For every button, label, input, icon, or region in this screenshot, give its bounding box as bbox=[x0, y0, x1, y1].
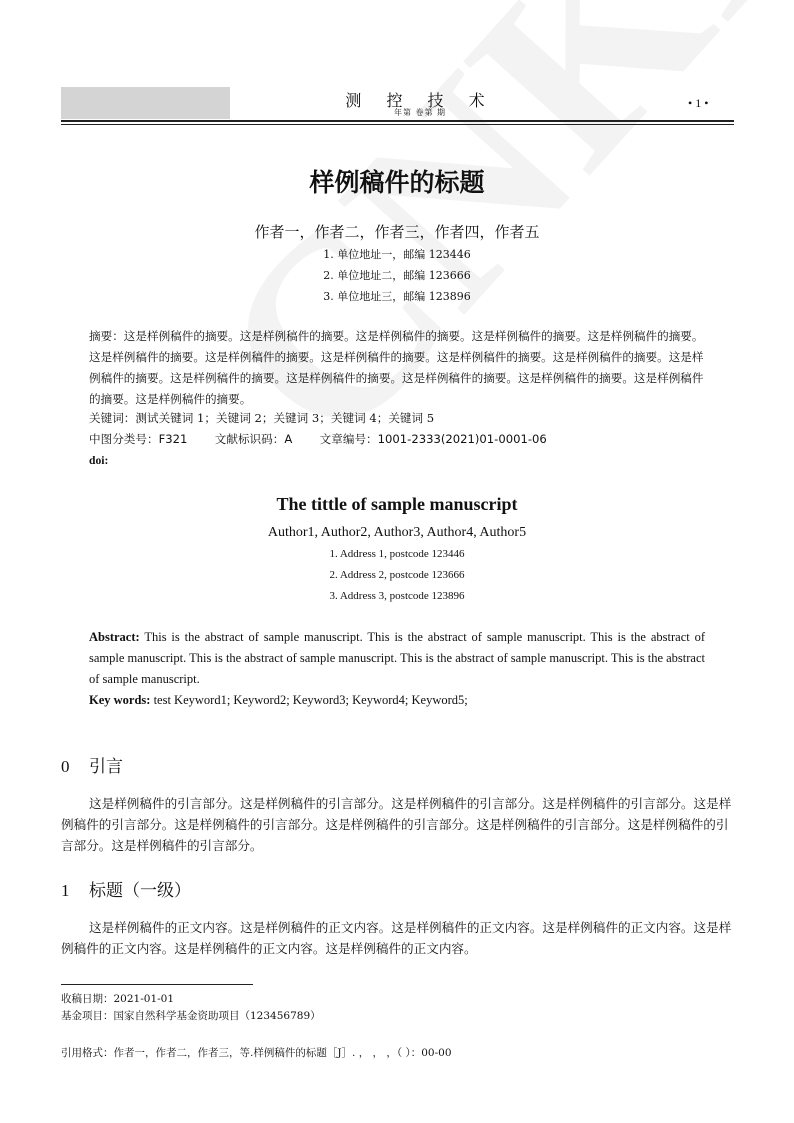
address-cn-1: 1. 单位地址一，邮编 123446 bbox=[323, 248, 471, 261]
title-cn: 样例稿件的标题 bbox=[309, 168, 485, 197]
doi-label: doi: bbox=[89, 454, 109, 467]
footnote-citation: 引用格式：作者一，作者二，作者三，等.样例稿件的标题［J］. ， ， ，（ ）：00-00 bbox=[61, 1047, 452, 1059]
keywords-cn bbox=[89, 408, 705, 429]
journal-name: 测 控 技 术 bbox=[345, 91, 495, 110]
footnote-rule bbox=[61, 984, 253, 985]
abstract-cn-label: 摘要： bbox=[89, 329, 124, 343]
header-rule-thin bbox=[61, 124, 734, 125]
section-number: 0 bbox=[61, 757, 70, 776]
page-number: • 1 • bbox=[688, 96, 709, 110]
keywords-en-text: test Keyword1; Keyword2; Keyword3; Keyword4; Keyword5; bbox=[150, 693, 468, 707]
section-heading-1 bbox=[61, 876, 191, 901]
clc-value: F321 bbox=[158, 432, 188, 446]
footnote-fund: 基金项目：国家自然科学基金资助项目（123456789） bbox=[61, 1010, 321, 1022]
clc-label: 中图分类号： bbox=[89, 432, 159, 446]
address-en-1: 1. Address 1, postcode 123446 bbox=[329, 548, 465, 560]
title-en: The tittle of sample manuscript bbox=[276, 494, 518, 514]
footnote-received: 收稿日期：2021-01-01 bbox=[61, 993, 175, 1005]
abstract-en bbox=[89, 627, 705, 690]
address-cn-3: 3. 单位地址三，邮编 123896 bbox=[323, 290, 471, 303]
address-en-3: 3. Address 3, postcode 123896 bbox=[329, 590, 465, 602]
keywords-en bbox=[89, 690, 705, 711]
section-title: 标题（一级） bbox=[89, 881, 191, 901]
article-number-label: 文章编号： bbox=[319, 432, 378, 446]
keywords-en-label: Key words: bbox=[89, 693, 151, 707]
authors-en: Author1, Author2, Author3, Author4, Author5 bbox=[267, 525, 527, 540]
doc-code-value: A bbox=[284, 432, 293, 446]
header-gray-block bbox=[61, 87, 230, 119]
address-cn-2: 2. 单位地址二，邮编 123666 bbox=[323, 269, 471, 282]
abstract-en-text: This is the abstract of sample manuscript. This is the abstract of sample manuscript. This is the abstract of sample manuscript. This is the abstract of sample manuscript. This is the abstract of sample manuscript. This is the abstract of sample manuscript. bbox=[89, 630, 705, 686]
section-title: 引言 bbox=[89, 757, 123, 777]
classification-line bbox=[89, 429, 705, 450]
address-en-2: 2. Address 2, postcode 123666 bbox=[329, 569, 465, 581]
keywords-cn-label: 关键词： bbox=[89, 411, 136, 425]
issue-line: 年第 卷第 期 bbox=[393, 108, 447, 117]
authors-cn: 作者一，作者二，作者三，作者四，作者五 bbox=[254, 223, 540, 241]
article-number-value: 1001-2333(2021)01-0001-06 bbox=[377, 432, 547, 446]
doc-code-label: 文献标识码： bbox=[214, 432, 285, 446]
section-body-1: 这是样例稿件的正文内容。这是样例稿件的正文内容。这是样例稿件的正文内容。这是样例稿件的正文内容。这是样例稿件的正文内容。这是样例稿件的正文内容。这是样例稿件的正文内容。 bbox=[61, 920, 732, 956]
keywords-cn-text: 测试关键词 1；关键词 2；关键词 3；关键词 4；关键词 5 bbox=[135, 411, 435, 425]
abstract-cn-text: 这是样例稿件的摘要。这是样例稿件的摘要。这是样例稿件的摘要。这是样例稿件的摘要。这是样例稿件的摘要。这是样例稿件的摘要。这是样例稿件的摘要。这是样例稿件的摘要。这是样例稿件的摘要。这是样例稿件的摘要。这是样例稿件的摘要。这是样例稿件的摘要。这是样例稿件的摘要。这是样例稿件的摘要。这是样例稿件的摘要。这是样例稿件的摘要。这是样例稿件的摘要。 bbox=[89, 329, 704, 406]
abstract-en-label: Abstract: bbox=[89, 630, 140, 644]
section-number: 1 bbox=[61, 881, 70, 900]
abstract-cn bbox=[89, 326, 705, 410]
section-heading-0 bbox=[61, 752, 123, 777]
section-body-0: 这是样例稿件的引言部分。这是样例稿件的引言部分。这是样例稿件的引言部分。这是样例稿件的引言部分。这是样例稿件的引言部分。这是样例稿件的引言部分。这是样例稿件的引言部分。这是样例稿件的引言部分。这是样例稿件的引言部分。这是样例稿件的引言部分。 bbox=[61, 796, 732, 853]
header-rule-thick bbox=[61, 120, 734, 122]
